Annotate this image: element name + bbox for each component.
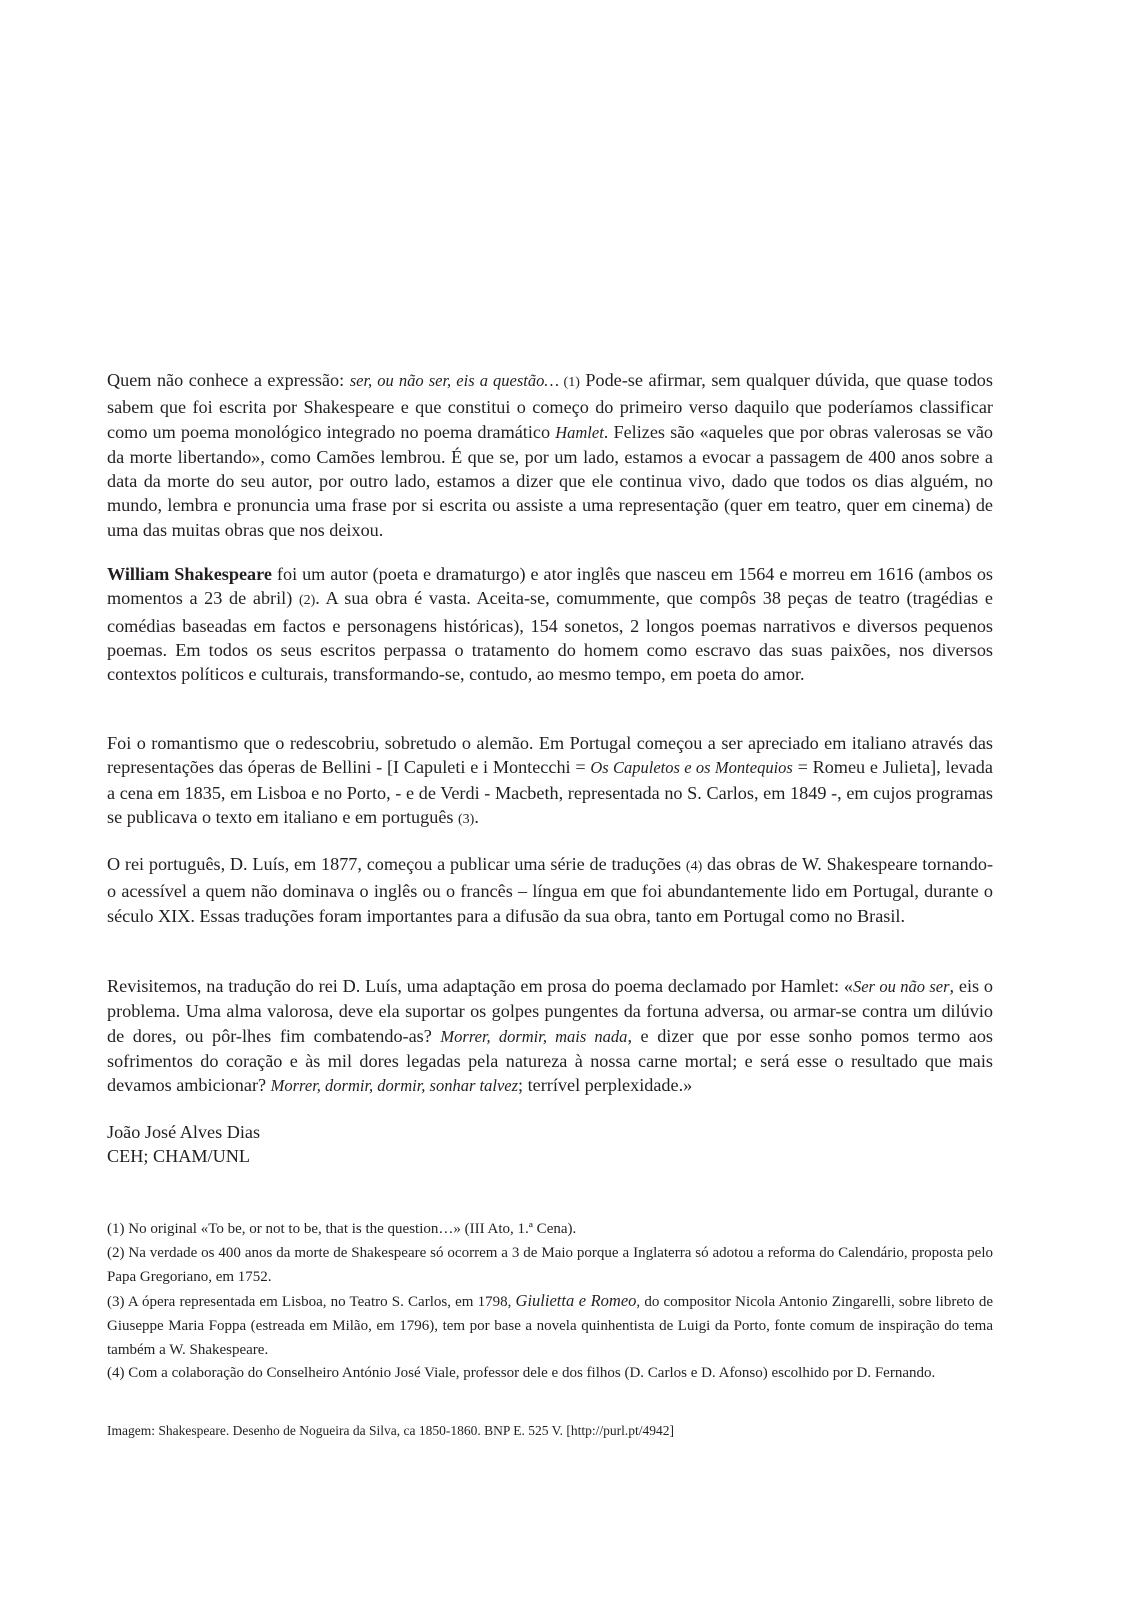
text-run: Revisitemos, na tradução do rei D. Luís, uma adaptação em prosa do poema declamado por Hamlet: « xyxy=(107,976,853,996)
text-run: Pode-se afirmar, sem qualquer dúvida, que quase todos sabem que foi escrita por Shakespeare e que constitui o começo do primeiro verso daquilo que poderíamos classificar como um poema monológico integrado no poema dramático xyxy=(107,370,993,442)
text-run: das obras de W. Shakespeare tornando-o acessível a quem não dominava o inglês ou o francês – língua em que foi abundantemente lido em Portugal, durante o século XIX. Essas traduções foram importantes para a difusão da sua obra, tanto em Portugal como no Brasil. xyxy=(107,854,994,926)
footnote-ref: (3) xyxy=(458,811,475,827)
paragraph xyxy=(107,852,993,928)
bold-text: William Shakespeare xyxy=(107,564,272,584)
paragraph xyxy=(107,562,993,686)
footnote-ref: (2) xyxy=(298,593,316,609)
text-run: = Romeu e Julieta], levada a cena em 1835, em Lisboa e no Porto, - e de Verdi - Macbeth, representada no S. Carlos, em 1849 -, em cujos programas se publicava o texto em italiano e em português xyxy=(107,757,993,827)
italic-text: ser, ou não ser, eis a questão… xyxy=(349,371,560,390)
text-run: . Felizes são «aqueles que por obras valerosas se vão da morte libertando», como Camões lembrou. É que se, por um lado, estamos a evocar a passagem de 400 anos sobre a data da morte do seu autor, por outro lado, estamos a dizer que ele continua vivo, dado que todos os dias alguém, no mundo, lembra e pronuncia uma frase por si escrita ou assiste a uma representação (quer em teatro, quer em cinema) de uma das muitas obras que nos deixou. xyxy=(107,421,993,540)
italic-text: Morrer, dormir, dormir, sonhar talvez xyxy=(270,1076,519,1096)
footnote-ref: (1) xyxy=(559,375,580,390)
text-run: Quem não conhece a expressão: xyxy=(107,370,350,390)
italic-text: Os Capuletos e os Montequios xyxy=(590,758,793,778)
text-run: , do compositor Nicola Antonio Zingarelli, sobre libreto de Giuseppe Maria Foppa (estreada em Milão, em 1796), tem por base a novela quinhentista de Luigi da Porto, fonte comum de inspiração do tema também a W. Shakespeare. xyxy=(107,1294,993,1358)
text-run: O rei português, D. Luís, em 1877, começou a publicar uma série de traduções xyxy=(107,854,686,874)
text-run: (2) Na verdade os 400 anos da morte de Shakespeare só ocorrem a 3 de Maio porque a Inglaterra só adotou a reforma do Calendário, proposta pelo Papa Gregoriano, em 1752. xyxy=(107,1245,993,1285)
paragraph xyxy=(107,368,993,542)
text-run: (1) No original «To be, or not to be, that is the question…» (III Ato, 1.ª Cena). xyxy=(107,1221,577,1237)
image-caption: Imagem: Shakespeare. Desenho de Nogueira da Silva, ca 1850-1860. BNP E. 525 V. [http://purl.pt/4942] xyxy=(107,1423,675,1438)
text-run: (3) A ópera representada em Lisboa, no Teatro S. Carlos, em 1798, xyxy=(107,1294,516,1310)
text-run: Foi o romantismo que o redescobriu, sobretudo o alemão. Em Portugal começou a ser apreciado em italiano através das representações das óperas de Bellini - [I Capuleti e i Montecchi = xyxy=(107,733,993,778)
text-run: ; terrível perplexidade.» xyxy=(518,1075,693,1096)
footnote xyxy=(107,1241,993,1289)
author-signature xyxy=(107,1120,993,1169)
text-run: , eis o problema. Uma alma valorosa, deve ela suportar os golpes pungentes da fortuna adversa, ou armar-se contra um dilúvio de dores, ou pôr-lhes fim combatendo-as? xyxy=(107,976,993,1046)
italic-text: Giulietta e Romeo xyxy=(515,1291,637,1310)
text-run: . xyxy=(474,806,479,827)
paragraph xyxy=(107,731,993,832)
text-run: foi um autor (poeta e dramaturgo) e ator inglês que nasceu em 1564 e morreu em 1616 (ambos os momentos a 23 de abril) xyxy=(107,564,993,609)
footnote xyxy=(107,1289,993,1362)
author-name: João José Alves Dias xyxy=(107,1122,261,1142)
footnote-ref: (4) xyxy=(685,859,703,874)
italic-text: Hamlet xyxy=(555,422,604,442)
text-run: . A sua obra é vasta. Aceita-se, comummente, que compôs 38 peças de teatro (tragédias e comédias baseadas em factos e personagens históricas), 154 sonetos, 2 longos poemas narrativos e diversos pequenos poemas. Em todos os seus escritos perpassa o tratamento do homem como escravo das suas paixões, nos diversos contextos políticos e culturais, transformando-se, contudo, ao mesmo tempo, em poeta do amor. xyxy=(107,588,993,685)
footnote xyxy=(107,1217,993,1241)
text-run: (4) Com a colaboração do Conselheiro António José Viale, professor dele e dos filhos (D. Carlos e D. Afonso) escolhido por D. Fernando. xyxy=(107,1365,936,1381)
italic-text: Ser ou não ser xyxy=(852,977,950,996)
text-run: , e dizer que por esse sonho pomos termo aos sofrimentos do coração e às mil dores legadas pela natureza à nossa carne mortal; e será esse o resultado que mais devamos ambicionar? xyxy=(107,1025,993,1096)
author-affiliation: CEH; CHAM/UNL xyxy=(107,1146,250,1167)
footnote xyxy=(107,1361,993,1385)
paragraph xyxy=(107,974,993,1098)
italic-text: Morrer, dormir, mais nada xyxy=(440,1026,628,1046)
